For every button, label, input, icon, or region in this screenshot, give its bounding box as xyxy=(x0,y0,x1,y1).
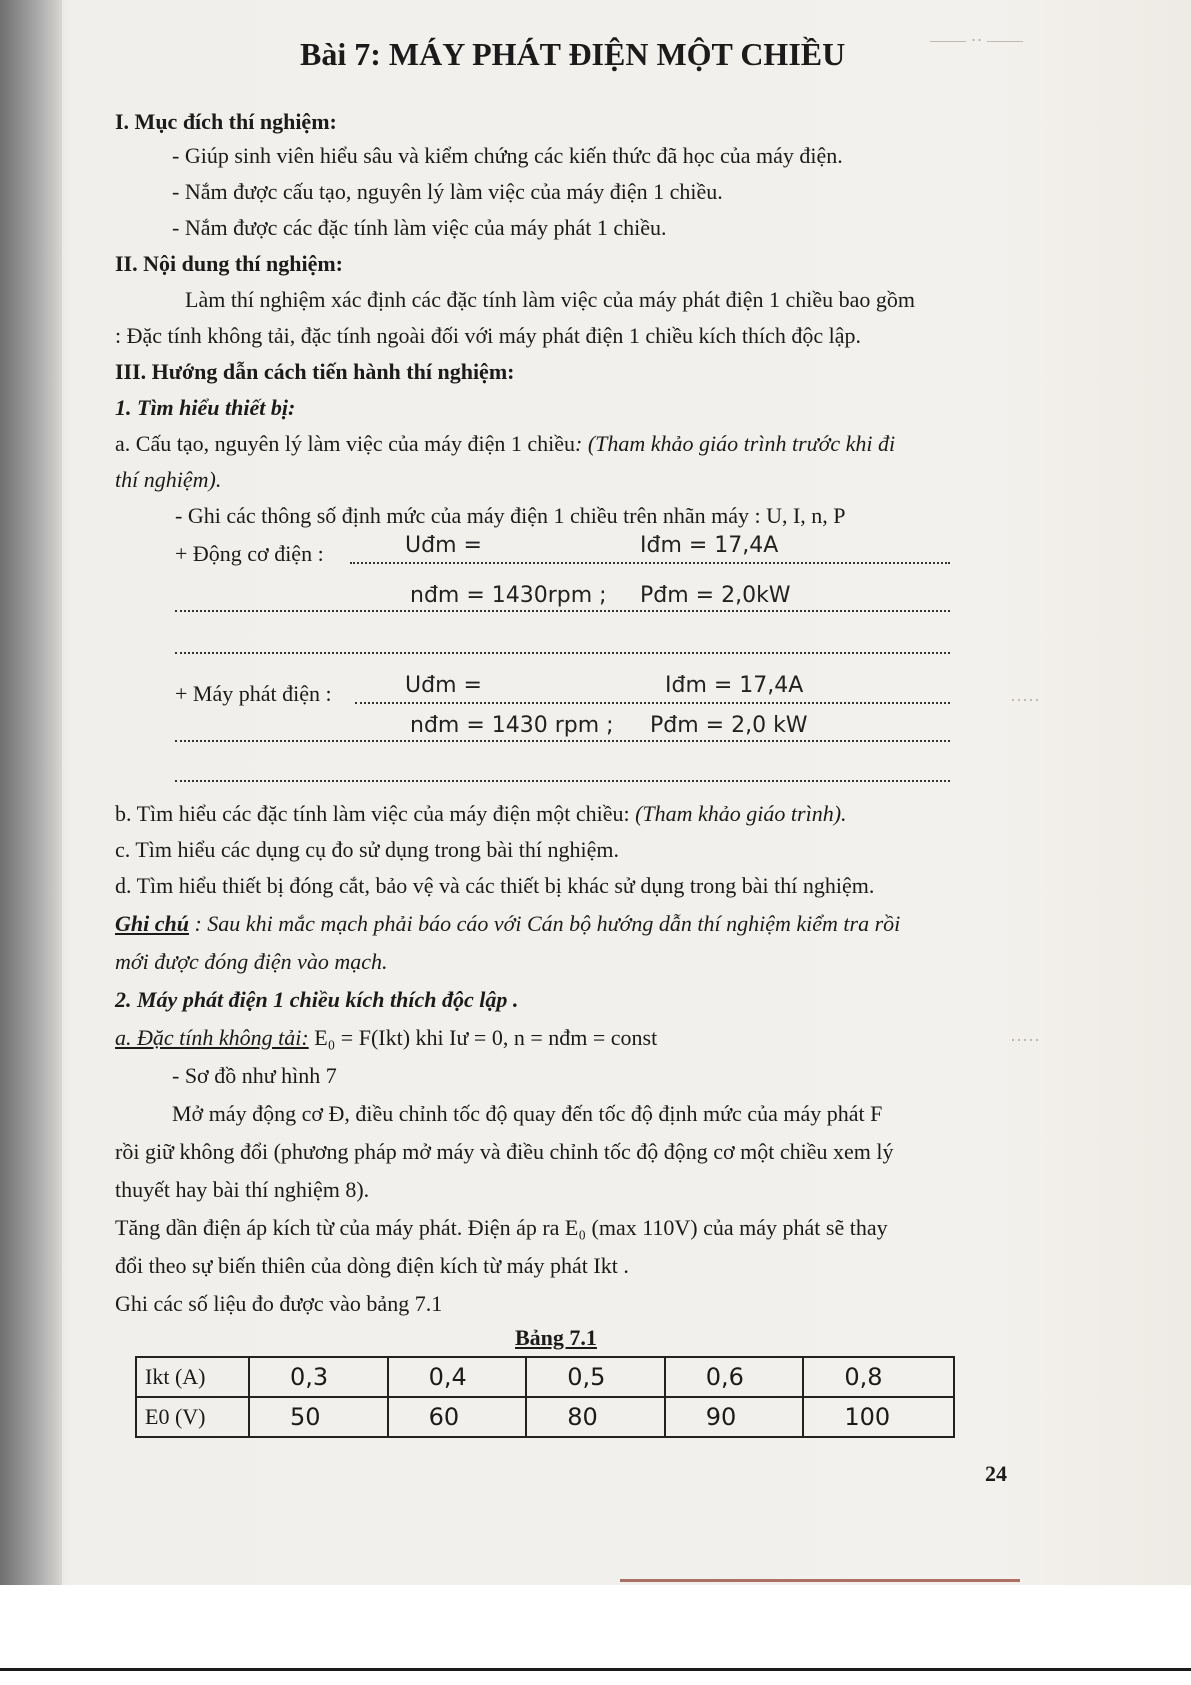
scan-edge-line xyxy=(0,1668,1191,1671)
section-1-item: - Giúp sinh viên hiểu sâu và kiểm chứng các kiến thức đã học của máy điện. xyxy=(172,143,843,168)
data-table xyxy=(135,1356,955,1438)
table-cell: 90 xyxy=(665,1397,804,1437)
no-load-characteristic xyxy=(115,1024,657,1052)
fill-line xyxy=(175,780,950,782)
table-caption: Bảng 7.1 xyxy=(515,1325,597,1350)
motor-label: + Động cơ điện : xyxy=(175,541,324,566)
table-row xyxy=(136,1397,954,1437)
row-header-e0: E0 (V) xyxy=(136,1397,249,1437)
procedure-text: đổi theo sự biến thiên của dòng điện kích từ máy phát Ikt . xyxy=(115,1253,629,1278)
generator-rated-current: Iđm = 17,4A xyxy=(665,673,804,698)
no-load-formula: E₀ = F(Ikt) khi Iư = 0, n = nđm = const xyxy=(308,1025,658,1050)
subsection-1-heading: 1. Tìm hiểu thiết bị: xyxy=(115,395,296,420)
section-1-item: - Nắm được cấu tạo, nguyên lý làm việc của máy điện 1 chiều. xyxy=(172,179,723,204)
section-2-text: Làm thí nghiệm xác định các đặc tính làm việc của máy phát điện 1 chiều bao gồm xyxy=(185,287,916,312)
procedure-text: Tăng dần điện áp kích từ của máy phát. Điện áp ra E₀ (max 110V) của máy phát sẽ thay xyxy=(115,1215,888,1240)
table-cell: 0,8 xyxy=(803,1357,954,1397)
procedure-text: rồi giữ không đổi (phương pháp mở máy và điều chỉnh tốc độ động cơ một chiều xem lý xyxy=(115,1139,894,1164)
row-header-ikt: Ikt (A) xyxy=(136,1357,249,1397)
generator-rated-power: Pđm = 2,0 kW xyxy=(650,713,808,738)
edge-mark xyxy=(620,1579,1020,1582)
generator-rated-speed: nđm = 1430 rpm ; xyxy=(410,713,614,738)
table-row xyxy=(136,1357,954,1397)
item-c: c. Tìm hiểu các dụng cụ đo sử dụng trong bài thí nghiệm. xyxy=(115,837,619,862)
table-cell: 0,5 xyxy=(526,1357,665,1397)
bleed-through: ····· xyxy=(1010,1030,1040,1050)
section-3-heading: III. Hướng dẫn cách tiến hành thí nghiệm: xyxy=(115,359,515,384)
bleed-through: —— ·· —— xyxy=(930,30,1023,50)
note-text: : Sau khi mắc mạch phải báo cáo với Cán bộ hướng dẫn thí nghiệm kiểm tra rồi xyxy=(188,911,901,936)
fill-line xyxy=(175,652,950,654)
table-cell: 100 xyxy=(803,1397,954,1437)
procedure-text: Mở máy động cơ Đ, điều chỉnh tốc độ quay đến tốc độ định mức của máy phát F xyxy=(172,1101,883,1126)
page-number: 24 xyxy=(985,1461,1007,1486)
table-cell: 0,4 xyxy=(388,1357,527,1397)
motor-rated-current: Iđm = 17,4A xyxy=(640,533,779,558)
fill-line xyxy=(355,702,950,704)
section-2-text: : Đặc tính không tải, đặc tính ngoài đối với máy phát điện 1 chiều kích thích độc lập. xyxy=(115,323,862,348)
item-a-note-cont: thí nghiệm). xyxy=(115,467,222,492)
diagram-reference: - Sơ đồ như hình 7 xyxy=(172,1063,337,1088)
fill-line xyxy=(350,562,950,564)
section-1-heading: I. Mục đích thí nghiệm: xyxy=(115,109,337,134)
motor-rated-power: Pđm = 2,0kW xyxy=(640,583,791,608)
procedure-text: Ghi các số liệu đo được vào bảng 7.1 xyxy=(115,1291,443,1316)
table-cell: 80 xyxy=(526,1397,665,1437)
item-a xyxy=(115,430,895,458)
item-d: d. Tìm hiểu thiết bị đóng cắt, bảo vệ và các thiết bị khác sử dụng trong bài thí nghiệm. xyxy=(115,873,875,898)
generator-label: + Máy phát điện : xyxy=(175,681,332,706)
item-b xyxy=(115,800,847,828)
note-label: Ghi chú xyxy=(115,911,189,936)
table-cell: 50 xyxy=(249,1397,388,1437)
item-b-text: b. Tìm hiểu các đặc tính làm việc của máy điện một chiều: xyxy=(115,801,636,826)
bleed-through: ····· xyxy=(1010,690,1040,710)
book-spine-shadow xyxy=(0,0,62,1585)
item-a-note: : (Tham khảo giáo trình trước khi đi xyxy=(575,431,896,456)
subsection-2-heading: 2. Máy phát điện 1 chiều kích thích độc lập . xyxy=(115,987,519,1012)
generator-rated-voltage: Uđm = xyxy=(405,673,482,698)
procedure-text: thuyết hay bài thí nghiệm 8). xyxy=(115,1177,370,1202)
note-text-cont: mới được đóng điện vào mạch. xyxy=(115,949,388,974)
section-1-item: - Nắm được các đặc tính làm việc của máy phát 1 chiều. xyxy=(172,215,667,240)
section-2-heading: II. Nội dung thí nghiệm: xyxy=(115,251,344,276)
table-cell: 60 xyxy=(388,1397,527,1437)
rating-instruction: - Ghi các thông số định mức của máy điện 1 chiều trên nhãn máy : U, I, n, P xyxy=(175,503,846,528)
note xyxy=(115,910,900,938)
fill-line xyxy=(175,610,950,612)
item-a-text: a. Cấu tạo, nguyên lý làm việc của máy điện 1 chiều xyxy=(115,431,576,456)
page-title: Bài 7: MÁY PHÁT ĐIỆN MỘT CHIỀU xyxy=(300,36,846,72)
item-b-note: (Tham khảo giáo trình). xyxy=(635,801,847,826)
fill-line xyxy=(175,740,950,742)
table-cell: 0,3 xyxy=(249,1357,388,1397)
table-cell: 0,6 xyxy=(665,1357,804,1397)
no-load-label: a. Đặc tính không tải: xyxy=(115,1025,309,1050)
motor-rated-voltage: Uđm = xyxy=(405,533,482,558)
motor-rated-speed: nđm = 1430rpm ; xyxy=(410,583,607,608)
